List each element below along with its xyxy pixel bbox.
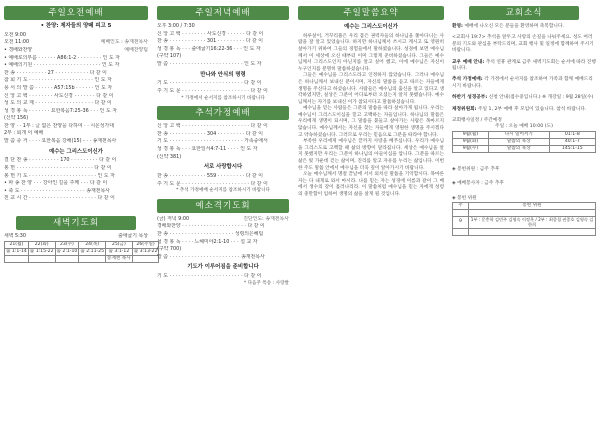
dawn-preacher [28, 255, 55, 262]
order-item: 말 씀 · · · · · · · · · · · · · · · · · · · · · · · · 인 도 자 [157, 60, 262, 67]
order-row [4, 100, 148, 108]
morning-time-list [4, 32, 148, 47]
dawn-passage: 출 1:1-14 [6, 248, 27, 254]
dawn-preacher [55, 255, 79, 262]
sermon-summary-header: 주일말씀요약 [298, 6, 444, 20]
order-item: 친 교 시 간 · · · · · · · · · · · · · · · · · · · · · · 다 같 이 [4, 195, 115, 202]
order-row [4, 157, 148, 165]
schedule-row [453, 131, 596, 138]
order-item: 오전 9:00 [4, 31, 26, 38]
order-row [4, 39, 148, 47]
sermon-paragraph: 예수님을 믿는 사람들은 그분의 말씀을 따라 살아가게 됩니다. 우리는 예수님이 그리스도이심을 믿고 고백하는 자들입니다. 하나님의 말씀은 우리에게 생명이 되시며, 그 말씀을 붙들고 살아가는 사람은 목마르지 않습니다. 예수님께서는 자신을 찾는 자들에게 영원한 생명을 주시겠다고 약속하셨습니다. 그러므로 우리는 믿음으로 그분을 따라야 합니다. [298, 106, 444, 138]
dawn-info [4, 233, 148, 241]
order-item: 기 도 · · · · · · · · · · · · · · · · · · · · · · · · 다 같 이 [157, 273, 262, 280]
schedule-cell: 40:1-7 [549, 138, 595, 145]
offering-cell [453, 210, 469, 217]
order-item: 결 단 찬 송 · · · · · · · · · · 170 · · · · · · · · · 다 같 이 [4, 157, 117, 164]
offering-cell: 1부 : 문충학 김민주 김영숙 이정옥 / 2부 : 최종철 권종호 김영숙 김한희 [469, 217, 596, 229]
service-note: ◈ 예배봉사자 : 금주 추후 [452, 181, 504, 187]
order-row [157, 46, 289, 54]
schedule-sub: 주일 : 오늘 예배 10:00 (도) [495, 124, 553, 130]
order-item: • 축 도 · · · · · · · · · · · · · · · · · · · · · 송재천목사 [4, 187, 110, 194]
evening-sermon-title: 만나와 안식의 명령 [200, 71, 246, 78]
sermon-paragraph: 하루살이, 거꾸리풀은 우리 몸은 권력자들의 하나님을 쫓아다니는 사람을 잘 알고 있었습니다. 하지만 하나님께서 쓰시고 계시고 또 영원히 살아가기 위하여 그들의 경험들에서 말하였습니다. 성경에 보면 예수님께서 이 세상에 오신 때부터 이미 그렇게 준비하셨습니다. 그들은 예수님께서 그리스도인지 아닌지를 알고 싶어 했고, 이에 예수님은 자신이 누구인지를 분명히 말씀하셨습니다. [298, 33, 444, 72]
table-row [5, 255, 159, 262]
dawn-passage: 출 3:13-22 [133, 248, 158, 254]
news-item [452, 60, 596, 73]
sermon-summary-body [298, 34, 444, 199]
dawn-day: 26(주일) [132, 241, 159, 248]
order-row [157, 173, 289, 181]
schedule-cell: 9월(월) [453, 131, 489, 138]
offering-head-cell: 봉헌 위원 [469, 203, 596, 210]
order-item: 경배와찬양 · · · · · · · · · · · · · · · · · · · · · 다 같 이 [157, 223, 265, 230]
offering-row [453, 228, 596, 235]
order-person: 예배찬양팀 [124, 46, 148, 53]
dawn-passage: 출 1:15-22 [29, 248, 54, 254]
news-item-text: 추석 연휴 관계로 금주 새벽기도회는 순서에 따라 진행됩니다. [452, 59, 596, 72]
news-item [452, 35, 596, 54]
order-item: (신약 156) [4, 115, 29, 122]
order-row [4, 123, 148, 131]
order-row [157, 273, 289, 281]
offering-note: ◈ 봉헌위원 : 금주 추후 [452, 166, 500, 172]
offering-table [452, 202, 596, 236]
order-item: 봉 헌 기 도 · · · · · · · · · · · · · · · · · · · · · · 인 도 자 [4, 172, 115, 179]
schedule-row [453, 138, 596, 145]
order-row [157, 61, 289, 69]
dawn-passage: 출 2:1-10 [56, 248, 78, 254]
friday-note: * 다음주 특송 : 사랑쌀 [243, 280, 289, 286]
order-item: (구약 700) [157, 246, 182, 253]
evening-order-list-2 [157, 80, 289, 95]
order-row [157, 23, 289, 31]
sermon-summary-title: 예수는 그리스도이신가 [344, 24, 398, 30]
order-item: 용 서 의 말 씀 · · · · · · A57:15b · · · · · · 인 도 자 [4, 84, 113, 91]
order-row [157, 53, 289, 61]
dawn-day: 24(목) [79, 241, 106, 248]
chuseok-order-list-2 [157, 173, 289, 188]
order-row [4, 130, 148, 138]
offering-row [453, 217, 596, 229]
news-item-label: 환영: [452, 24, 463, 29]
order-row [4, 77, 148, 85]
order-person: 예배인도 : 송재천목사 [100, 39, 148, 46]
news-item-label: 추석 가정예배: [452, 77, 483, 83]
dawn-preacher: 송재천 목사 [107, 255, 131, 261]
order-item: 주 기 도 문 · · · · · · · · · · · · · · · · · · · · · · 다 같 이 [157, 87, 268, 94]
dawn-passage: 출 2:11-25 [80, 248, 105, 254]
schedule-cell: 말씀의 묵상 [488, 138, 549, 145]
order-row [157, 223, 289, 231]
order-row [4, 138, 148, 146]
order-item: 신 앙 고 백 · · · · · · · · · · · · · · · · · · · · · · 다 같 이 [157, 123, 268, 130]
order-row [4, 85, 148, 93]
order-row [4, 195, 148, 203]
sermon-paragraph: 부족한 우리에게 예수님은 끝까지 사랑을 베푸십니다. 우리가 예수님을 그리스도로 고백할 때 삶의 방향이 달라집니다. 세상은 예수님을 알지 못했지만 우리는 그분이 하나님의 아들이심을 압니다. 그분을 따르는 삶은 빛 가운데 걷는 삶이며, 진리를 알고 자유를 누리는 삶입니다. 이번 한 주도 말씀 안에서 예수님을 더욱 깊이 알아가시기 바랍니다. [298, 139, 444, 171]
dawn-time: 새벽 5:30 [4, 232, 26, 239]
news-item-label: 하반기 성경공부: [452, 95, 488, 101]
order-row [157, 123, 289, 131]
order-row [4, 180, 148, 188]
order-item: 찬 송 · · · · · · · · · · · · · · · · · · · · · 성령의은혜팀 [157, 231, 264, 238]
offering-head-cell: 주 [453, 203, 469, 210]
order-item: 신 앙 고 백 · · · · · · · · 사도신경 · · · · · · 다 같 이 [157, 30, 264, 37]
schedule-cell: 9월(화) [453, 138, 489, 145]
offering-cell: 9 [453, 217, 469, 229]
schedule-title: 교회행사일정 / 주간예정 [452, 118, 502, 124]
dawn-preacher [132, 255, 159, 262]
dawn-day: 22(화) [28, 241, 55, 248]
order-item: 찬 송 · · · · · · · · · · · · 559 · · · · · · · · · 다 같 이 [157, 172, 264, 179]
news-item-text: 신청 안내(접수중입니다.) ※ 개강일 : 9월 28일(수) [488, 95, 594, 101]
friday-order-list [157, 216, 289, 262]
order-row [157, 254, 289, 262]
order-row [4, 93, 148, 101]
order-item: 찬 송 · · · · · · · · · · · · 304 · · · · · · · · · 다 같 이 [157, 130, 264, 137]
news-item-label: 교우 예배 안내: [452, 59, 485, 65]
friday-sermon-title: 기도가 이루어짐을 준비합니다 [187, 264, 259, 271]
column-church-news [452, 6, 596, 420]
order-item: 2부 : 회개 이 예배 [4, 130, 44, 137]
order-person: 진단인도: 송재천목사 [243, 215, 289, 222]
order-item: 찬 양 · · 1부 : 글 없은 찬양을 다하여 · · 시온성가대 [4, 122, 114, 129]
news-item [452, 107, 596, 113]
order-row [157, 181, 289, 189]
order-row [4, 108, 148, 116]
dawn-day: 21(월) [5, 241, 29, 248]
table-row [5, 248, 159, 255]
chuseok-sermon-title: 서로 사랑합시다 [203, 164, 243, 171]
order-item: 봉 헌 · · · · · · · · · · · · · · · · · · · · · · · · · 다 같 이 [4, 165, 112, 171]
news-item-text: 주일 1, 2부 예배 후 모임이 있습니다. 참석 바랍니다. [478, 106, 587, 112]
offering-cell [469, 210, 596, 217]
order-row [4, 62, 148, 70]
chuseok-worship-header: 추석가정예배 [157, 106, 289, 120]
morning-order-list-2 [4, 157, 148, 203]
dawn-day: 25(금) [106, 241, 133, 248]
order-item: 성 도 의 교 제 · · · · · · · · · · · · · · · · · · · 다 같 이 [4, 100, 112, 107]
news-item-text: 각 가정에서 순서지를 참조하여 가족과 함께 예배드리시기 바랍니다. [452, 77, 593, 89]
schedule-row [453, 145, 596, 152]
order-item: 신 앙 고 백 · · · · · · · · 사도신경 · · · · · · · 다 같 이 [4, 92, 114, 99]
offering-title: ◈ 봉헌 위원 [452, 195, 477, 201]
dawn-leader: 출애굽기 목상 [118, 232, 148, 239]
order-row [157, 154, 289, 162]
schedule-cell: 145:1-15 [549, 145, 595, 152]
order-row [4, 115, 148, 123]
order-item: 기 도 · · · · · · · · · · · · · · · · · · · · · · · · 다 같 이 [157, 80, 262, 87]
order-row [157, 38, 289, 46]
order-item: 성 경 봉 독 · · · · 느헤미야2:1-10 · · · 설 교 자 [157, 238, 258, 245]
order-item: 말 씀 증 거 · · · · 요한복음 강해(15) - · · 송재천목사 [4, 138, 117, 145]
chuseok-order-list [157, 123, 289, 161]
dawn-preacher [79, 255, 106, 262]
order-item: • 예배로의부름 · · · · · · A86:1-2 · · · · · · · · 인 도 자 [4, 54, 120, 61]
order-row [157, 88, 289, 96]
order-row [157, 131, 289, 139]
order-item: 주 기 도 문 · · · · · · · · · · · · · · · · · · · · · · 다 같 이 [157, 180, 268, 187]
schedule-cell: 01:1-8 [549, 131, 595, 138]
friday-order-list-2 [157, 273, 289, 281]
order-item: 성 경 봉 독 · · · 요한일서4:7-11 · · · · 인 도 자 [157, 146, 258, 153]
order-item: 참 회 기 도 · · · · · · · · · · · · · · · · · · · · · 인 도 자 [4, 77, 112, 84]
order-row [157, 239, 289, 247]
news-item-text: 예배에 나오신 모든 분들을 환영하며 축복합니다. [464, 24, 564, 29]
dawn-passage: 출 3:1-12 [106, 248, 133, 255]
order-row [4, 70, 148, 78]
order-row [4, 165, 148, 173]
column-morning-worship [4, 6, 158, 420]
evening-worship-header: 주일저녁예배 [157, 6, 289, 20]
order-item: 성 경 봉 독 · · · 출애굽기16:22-36 · · · 인 도 자 [157, 45, 261, 52]
sermon-title: 예수는 그리스도이신가 [49, 148, 103, 155]
order-row [157, 246, 289, 254]
dawn-day: 23(수) [55, 241, 79, 248]
order-item: • 예배의기원 · · · · · · · · · · · · · · · · · · · · · · 인 도 자 [4, 62, 120, 69]
schedule-cell: 다시 일어서기 [488, 131, 549, 138]
order-item: (신약 381) [157, 153, 182, 160]
morning-worship-header: 주일오전예배 [4, 6, 148, 20]
order-item: (구약 107) [157, 53, 182, 60]
order-row [157, 138, 289, 146]
dawn-schedule-table [4, 241, 159, 263]
church-news-header: 교회소식 [469, 6, 579, 20]
order-item: 성 경 봉 독 · · · · · · · 요한복음7:25-36 · · · 인 도 자 [4, 107, 117, 114]
sermon-paragraph: 오늘 예수님께서 명절 끝날에 서서 외치신 말씀을 기억합시다. 목마른 자는 다 내게로 와서 마시라. 나를 믿는 자는 성경에 이름과 같이 그 배에서 생수의 강이 흘러나리라. 이 말씀처럼 예수님을 믿는 자에게 성령의 충만함이 임하여 생명의 삶을 살게 될 것입니다. [298, 172, 444, 197]
sermon-paragraph: 그들은 예수님을 그리스도라고 인정하지 않았습니다. 그러나 예수님은 하나님께서 보내신 분이시며, 자신의 말씀을 듣고 따르는 자들에게 생명을 주신다고 하셨습니다. 사람들은 예수님의 출신을 알고 있다고 생각하였지만, 실상은 그분이 어디로부터 오셨는지 알지 못했습니다. 예수님께서는 자기를 보내신 이가 참되시다고 말씀하셨습니다. [298, 73, 444, 105]
order-item: 찬 송 · · · · · · · · · · 27 · · · · · · · · · · · 다 같 이 [4, 69, 107, 76]
morning-order-list [4, 47, 148, 146]
evening-note: * 가정에서 순서지를 참조하시기 바랍니다 [181, 95, 265, 101]
order-item: 기 도 · · · · · · · · · · · · · · · · · · · · · · · · 가족중에서 [157, 138, 268, 145]
news-item-label: 제정위원회: [452, 106, 477, 112]
news-item [452, 95, 596, 101]
order-item: 말 씀 · · · · · · · · · · · · · · · · · · · · · · · 송재천목사 [157, 253, 265, 260]
table-row [5, 241, 159, 248]
schedule-cell: 말씀의 묵상 [488, 145, 549, 152]
order-item: (금) 저녁 9:00 [157, 215, 190, 222]
order-row [4, 47, 148, 55]
order-row [4, 188, 148, 196]
order-item: 오전 11:00 [4, 39, 30, 46]
column-evening-worship [157, 6, 289, 420]
evening-order-list [157, 23, 289, 69]
order-row [157, 80, 289, 88]
offering-head-row [453, 203, 596, 210]
order-item: 찬 송 · · · · · · · · · · · · 301 · · · · · · · · · 다 같 이 [157, 38, 264, 45]
column-sermon-summary [298, 6, 444, 420]
order-item: • 경배와찬양 [4, 46, 33, 53]
friday-prayer-header: 예소격기도회 [157, 199, 289, 213]
chuseok-note: * 추석 가정예배 순서지를 참조하시기 바랍니다 [176, 188, 270, 194]
dawn-preacher [5, 255, 29, 262]
order-row [157, 146, 289, 154]
offering-cell [469, 228, 596, 235]
order-item: 오후 3:00 / 7:30 [157, 23, 195, 29]
schedule-cell: 9월(수) [453, 145, 489, 152]
dawn-prayer-header: 새벽기도회 [16, 216, 136, 230]
order-row [4, 173, 148, 181]
order-item: • 파 송 찬 양 · · · 강아인 길을 주께 · · · 다 같 이 [4, 180, 108, 187]
morning-worship-subtitle: • 찬양: 제자들의 양떼 피고 5 [40, 23, 112, 29]
schedule-table [452, 131, 596, 153]
offering-row [453, 210, 596, 217]
order-row [4, 55, 148, 63]
news-item [452, 24, 596, 30]
order-row [157, 216, 289, 224]
news-item [452, 77, 596, 90]
offering-cell [453, 228, 469, 235]
news-list [452, 24, 596, 113]
order-row [157, 231, 289, 239]
order-row [4, 32, 148, 40]
order-row [157, 31, 289, 39]
news-item-text: <교회사 19:7> 추석을 앞두고 사랑의 손길을 나눠주세요. 성도 여러분의 기도와 관심을 부탁드리며, 교회 행사 및 일정에 함께하여 주시기 바랍니다. [452, 35, 594, 54]
